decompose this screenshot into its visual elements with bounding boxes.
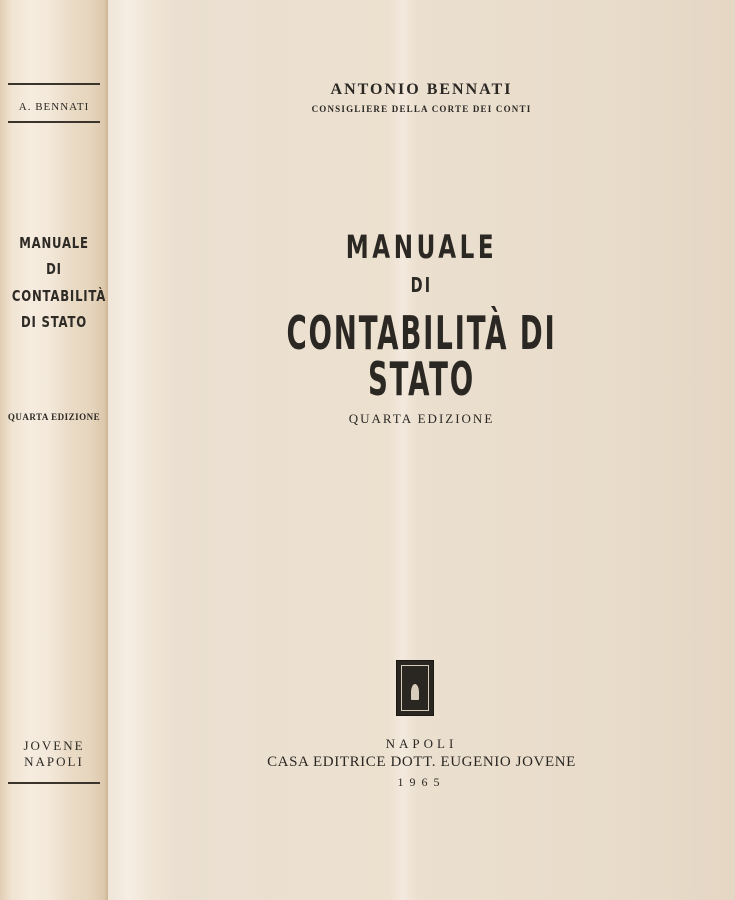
spine-author: A. BENNATI <box>18 101 90 113</box>
cover-title-line-1: MANUALE <box>345 228 498 266</box>
cover-author: ANTONIO BENNATI <box>330 81 513 98</box>
spine-top-rule <box>8 83 100 85</box>
cover-city: NAPOLI <box>385 736 458 751</box>
cover-author-title: CONSIGLIERE DELLA CORTE DEI CONTI <box>311 104 532 114</box>
spine-upper-rule <box>8 121 100 123</box>
cover-title-line-3: CONTABILITÀ DI STATO <box>286 306 557 406</box>
spine-title-line-3: CONTABILITÀ <box>11 287 107 305</box>
publisher-emblem-frame <box>401 665 429 711</box>
spine-title-line-2: DI <box>46 260 62 278</box>
cover-edition: QUARTA EDIZIONE <box>348 411 495 426</box>
spine-bottom-rule <box>8 782 100 784</box>
book-spine <box>0 0 108 900</box>
cover-title-line-2: DI <box>410 273 433 297</box>
spine-edition: QUARTA EDIZIONE <box>7 412 101 422</box>
spine-publisher-line-1: JOVENE <box>23 738 85 753</box>
cover-publisher: CASA EDITRICE DOTT. EUGENIO JOVENE <box>267 754 576 770</box>
torch-icon <box>411 684 419 700</box>
cover-year: 1965 <box>397 775 446 789</box>
spine-publisher-line-2: NAPOLI <box>24 754 84 769</box>
spine-title-line-4: DI STATO <box>21 313 87 331</box>
spine-title-line-1: MANUALE <box>19 234 89 252</box>
front-cover <box>108 0 735 900</box>
publisher-emblem-icon <box>396 660 434 716</box>
